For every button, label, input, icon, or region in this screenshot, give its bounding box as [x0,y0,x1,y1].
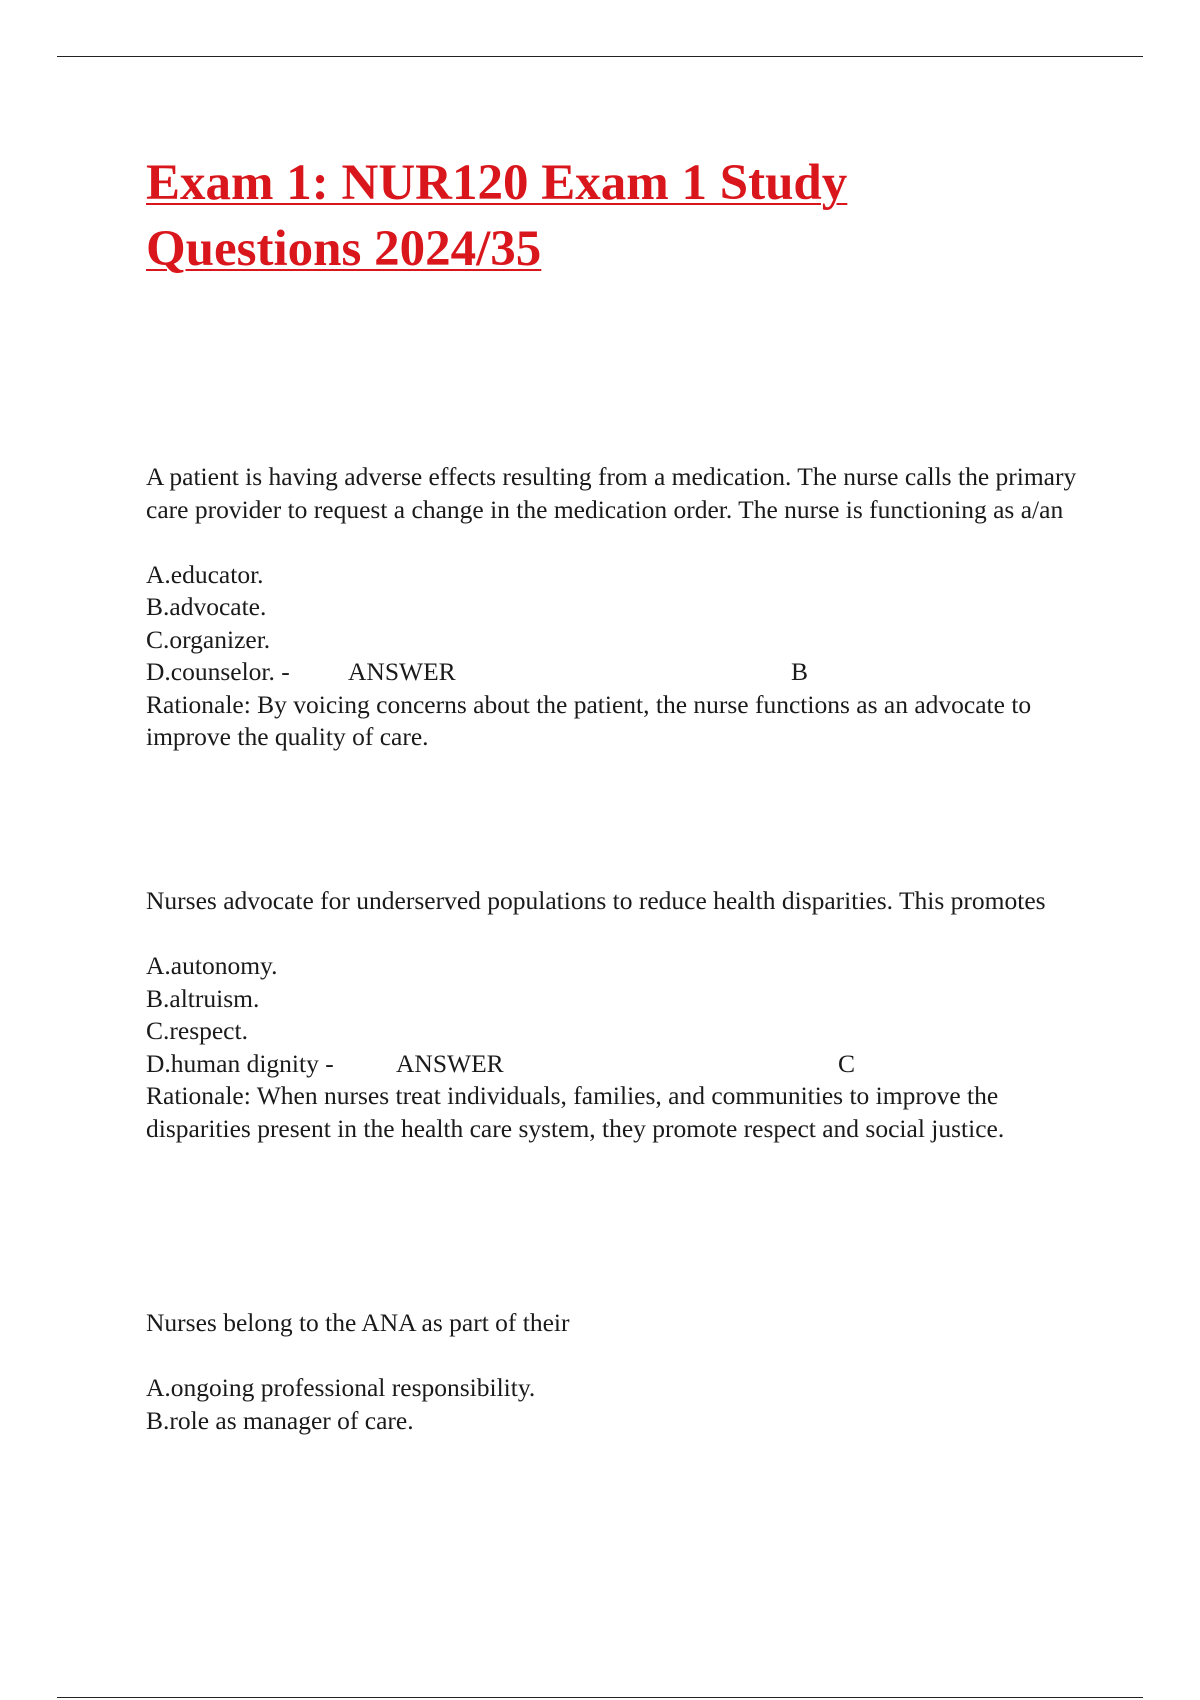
option-c: C.respect. [146,1016,248,1045]
question-stem: Nurses belong to the ANA as part of their [146,1308,570,1337]
title-line-1: Exam 1: NUR120 Exam 1 Study [146,155,848,211]
question-stem: A patient is having adverse effects resulting from a medication. The nurse calls the primary care provider to request a change in the medication order. The nurse is functioning as a/an [146,462,1077,524]
title-line-2: Questions 2024/35 [146,221,542,277]
question-2 [146,885,1106,1145]
option-d-answer-line [146,1048,1106,1081]
question-1 [146,461,1106,754]
option-d: D.human dignity - [146,1048,334,1078]
option-a: A.autonomy. [146,951,278,980]
question-3 [146,1307,1106,1437]
rationale: Rationale: When nurses treat individuals, families, and communities to improve the disparities present in the health care system, they promote respect and social justice. [146,1081,1005,1143]
option-c: C.organizer. [146,624,271,654]
answer-letter: C [838,1048,856,1078]
option-b: B.altruism. [146,983,260,1013]
answer-label: ANSWER [396,1048,504,1078]
option-a: A.ongoing professional responsibility. [146,1373,536,1402]
option-b: B.advocate. [146,592,267,621]
question-stem: Nurses advocate for underserved populations to reduce health disparities. This promotes [146,886,1046,915]
option-d: D.counselor. - [146,657,290,686]
option-b: B.role as manager of care. [146,1405,414,1435]
footer-rule [57,1697,1143,1698]
document-title [146,150,906,282]
option-a: A.educator. [146,559,264,589]
answer-letter: B [791,657,809,686]
rationale: Rationale: By voicing concerns about the patient, the nurse functions as an advocate to improve the quality of care. [146,689,1032,751]
header-rule [57,56,1143,57]
answer-label: ANSWER [348,657,456,686]
option-d-answer-line [146,656,1106,689]
